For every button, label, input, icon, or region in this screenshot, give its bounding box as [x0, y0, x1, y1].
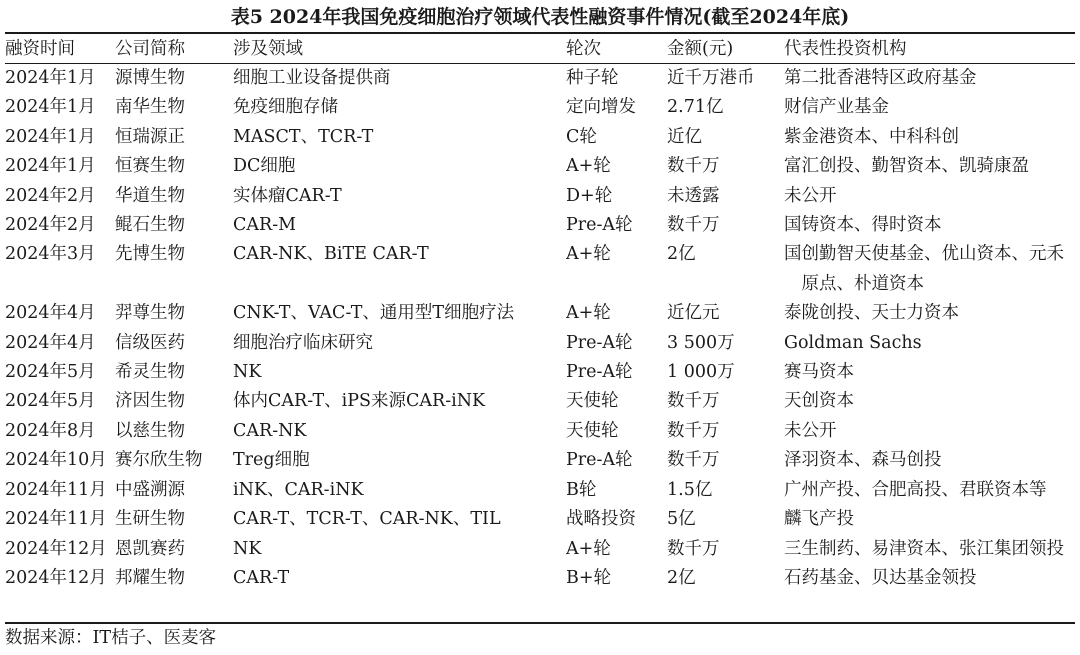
cell-field: NK — [233, 362, 262, 383]
cell-field: 免疫细胞存储 — [233, 97, 338, 118]
cell-amount: 数千万 — [667, 156, 720, 177]
cell-company: 源博生物 — [115, 68, 185, 88]
table-row — [5, 564, 1075, 593]
cell-field: DC细胞 — [233, 156, 296, 177]
cell-amount: 2亿 — [667, 567, 696, 588]
cell-amount: 数千万 — [667, 538, 720, 559]
cell-time: 2024年1月 — [5, 97, 96, 118]
cell-investors: 第二批香港特区政府基金 — [784, 68, 977, 88]
cell-company: 先博生物 — [115, 244, 185, 265]
table-row — [5, 211, 1075, 240]
cell-field: Treg细胞 — [233, 450, 310, 471]
cell-round: 天使轮 — [566, 420, 619, 441]
cell-company: 中盛溯源 — [115, 479, 185, 500]
table-row — [5, 240, 1075, 299]
table-row — [5, 446, 1075, 475]
header-amount: 金额(元) — [667, 39, 734, 59]
cell-investors: 麟飞产投 — [784, 509, 854, 530]
table-row — [5, 123, 1075, 152]
cell-round: C轮 — [566, 126, 597, 147]
cell-investors: 未公开 — [784, 185, 837, 206]
table-row — [5, 329, 1075, 358]
cell-company: 信级医药 — [115, 332, 185, 353]
cell-round: A+轮 — [566, 156, 611, 177]
cell-investors: 广州产投、合肥高投、君联资本等 — [784, 479, 1047, 500]
cell-round: 天使轮 — [566, 391, 619, 412]
cell-company: 华道生物 — [115, 185, 185, 206]
table-row — [5, 476, 1075, 505]
cell-field: CAR-M — [233, 215, 297, 236]
table-header-row — [5, 34, 1075, 64]
cell-amount: 1 000万 — [667, 362, 735, 383]
cell-company: 以慈生物 — [115, 420, 185, 441]
cell-amount: 数千万 — [667, 391, 720, 412]
table-row — [5, 64, 1075, 93]
cell-field: CAR-NK — [233, 420, 307, 441]
cell-investors: 赛马资本 — [784, 362, 854, 383]
cell-investors: 天创资本 — [784, 391, 854, 412]
cell-field: CAR-T — [233, 567, 290, 588]
header-investors: 代表性投资机构 — [784, 39, 907, 59]
cell-time: 2024年3月 — [5, 244, 96, 265]
cell-company: 羿尊生物 — [115, 303, 185, 324]
cell-investors: 石药基金、贝达基金领投 — [784, 567, 977, 588]
cell-field: 体内CAR-T、iPS来源CAR-iNK — [233, 391, 486, 412]
cell-time: 2024年10月 — [5, 450, 107, 471]
cell-time: 2024年4月 — [5, 332, 96, 353]
table-row — [5, 535, 1075, 564]
cell-time: 2024年12月 — [5, 538, 107, 559]
cell-round: A+轮 — [566, 244, 611, 265]
cell-field: CAR-NK、BiTE CAR-T — [233, 244, 429, 265]
cell-time: 2024年2月 — [5, 215, 96, 236]
cell-investors: 紫金港资本、中科科创 — [784, 126, 959, 147]
cell-field: 细胞工业设备提供商 — [233, 68, 391, 88]
cell-investors: 国铸资本、得时资本 — [784, 215, 942, 236]
cell-amount: 数千万 — [667, 450, 720, 471]
cell-amount: 近亿元 — [667, 303, 720, 324]
cell-amount: 数千万 — [667, 420, 720, 441]
cell-amount: 3 500万 — [667, 332, 735, 353]
table-row — [5, 358, 1075, 387]
cell-amount: 近千万港币 — [667, 68, 755, 88]
table-body — [5, 64, 1075, 593]
cell-company: 恩凯赛药 — [115, 538, 185, 559]
cell-amount: 5亿 — [667, 509, 696, 530]
header-company: 公司简称 — [115, 39, 185, 59]
cell-time: 2024年11月 — [5, 509, 107, 530]
cell-amount: 2.71亿 — [667, 97, 724, 118]
cell-company: 赛尔欣生物 — [115, 450, 203, 471]
cell-company: 南华生物 — [115, 97, 185, 118]
cell-company: 济因生物 — [115, 391, 185, 412]
header-time: 融资时间 — [5, 39, 75, 59]
table-row — [5, 152, 1075, 181]
table-row — [5, 387, 1075, 416]
table-caption: 表5 2024年我国免疫细胞治疗领域代表性融资事件情况(截至2024年底) — [230, 6, 850, 28]
cell-field: 实体瘤CAR-T — [233, 185, 342, 206]
cell-investors: 财信产业基金 — [784, 97, 889, 118]
cell-round: Pre-A轮 — [566, 450, 633, 471]
cell-field: iNK、CAR-iNK — [233, 479, 364, 500]
cell-company: 生研生物 — [115, 509, 185, 530]
cell-round: A+轮 — [566, 303, 611, 324]
cell-time: 2024年12月 — [5, 567, 107, 588]
cell-investors: 泽羽资本、森马创投 — [784, 450, 942, 471]
cell-round: Pre-A轮 — [566, 362, 633, 383]
cell-round: D+轮 — [566, 185, 613, 206]
cell-amount: 数千万 — [667, 215, 720, 236]
cell-time: 2024年1月 — [5, 156, 96, 177]
header-round: 轮次 — [566, 39, 601, 59]
cell-field: NK — [233, 538, 262, 559]
cell-company: 邦耀生物 — [115, 567, 185, 588]
cell-company: 恒瑞源正 — [115, 126, 185, 147]
cell-investors: Goldman Sachs — [784, 332, 922, 353]
cell-round: 种子轮 — [566, 68, 619, 88]
cell-time: 2024年5月 — [5, 362, 96, 383]
cell-investors: 未公开 — [784, 420, 837, 441]
bottom-rule — [5, 622, 1075, 624]
table-row — [5, 299, 1075, 328]
cell-field: CNK-T、VAC-T、通用型T细胞疗法 — [233, 303, 515, 324]
cell-field: CAR-T、TCR-T、CAR-NK、TIL — [233, 509, 501, 530]
cell-company: 恒赛生物 — [115, 156, 185, 177]
cell-field: 细胞治疗临床研究 — [233, 332, 373, 353]
cell-round: Pre-A轮 — [566, 215, 633, 236]
cell-time: 2024年11月 — [5, 479, 107, 500]
table-row — [5, 182, 1075, 211]
cell-company: 鲲石生物 — [115, 215, 185, 236]
cell-time: 2024年4月 — [5, 303, 96, 324]
cell-investors: 富汇创投、勤智资本、凯骑康盈 — [784, 156, 1029, 177]
cell-investors: 国创勤智天使基金、优山资本、元禾原点、朴道资本 — [784, 244, 1064, 294]
cell-round: B轮 — [566, 479, 597, 500]
cell-round: 战略投资 — [566, 509, 636, 530]
financing-table — [5, 34, 1075, 593]
cell-amount: 1.5亿 — [667, 479, 713, 500]
table-row — [5, 417, 1075, 446]
cell-investors: 泰陇创投、天士力资本 — [784, 303, 959, 324]
cell-time: 2024年1月 — [5, 68, 96, 88]
cell-investors: 三生制药、易津资本、张江集团领投 — [784, 538, 1064, 559]
cell-time: 2024年8月 — [5, 420, 96, 441]
cell-time: 2024年5月 — [5, 391, 96, 412]
cell-company: 希灵生物 — [115, 362, 185, 383]
table-row — [5, 505, 1075, 534]
header-field: 涉及领域 — [233, 39, 303, 59]
cell-round: B+轮 — [566, 567, 612, 588]
cell-amount: 近亿 — [667, 126, 702, 147]
cell-time: 2024年2月 — [5, 185, 96, 206]
cell-amount: 2亿 — [667, 244, 696, 265]
table-row — [5, 93, 1075, 122]
cell-round: 定向增发 — [566, 97, 636, 118]
cell-amount: 未透露 — [667, 185, 720, 206]
cell-round: Pre-A轮 — [566, 332, 633, 353]
cell-round: A+轮 — [566, 538, 611, 559]
cell-field: MASCT、TCR-T — [233, 126, 374, 147]
data-source-note: 数据来源：IT桔子、医麦客 — [5, 628, 217, 648]
cell-time: 2024年1月 — [5, 126, 96, 147]
